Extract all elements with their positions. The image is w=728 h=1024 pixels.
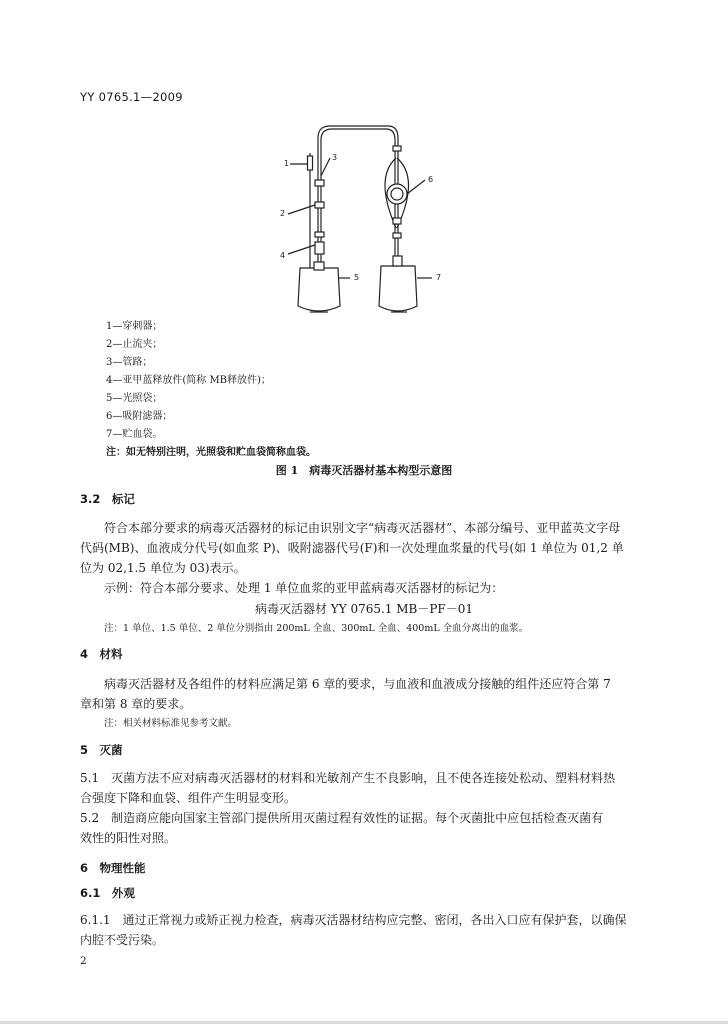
- para-line: 病毒灭活器材及各组件的材料应满足第 6 章的要求，与血液和血液成分接触的组件还应符合第 7: [104, 677, 611, 691]
- device-diagram: [270, 118, 470, 323]
- legend-item: 6—吸附滤器；: [106, 411, 173, 422]
- para-line: 代码(MB)、血液成分代号(如血浆 P)、吸附滤器代号(F)和一次处理血浆量的代号(如 1 单位为 01,2 单: [80, 541, 624, 555]
- page-number: 2: [80, 955, 87, 967]
- figure-caption: 图 1 病毒灭活器材基本构型示意图: [275, 464, 453, 477]
- section-4-paragraph: [80, 674, 645, 714]
- standard-code-header: YY 0765.1—2009: [80, 90, 183, 104]
- para-line: 符合本部分要求的病毒灭活器材的标记由识别文字“病毒灭活器材”、本部分编号、亚甲蓝英文字母: [104, 521, 621, 535]
- figure-legend: [106, 318, 316, 462]
- legend-item: 1—穿刺器；: [106, 321, 163, 332]
- legend-item: 3—管路；: [106, 357, 153, 368]
- label-5: 5: [354, 273, 360, 282]
- section-5-1-paragraph: [80, 768, 645, 848]
- section-5-heading: 5 灭菌: [80, 743, 123, 757]
- marking-example: 病毒灭活器材 YY 0765.1 MB－PF－01: [254, 602, 474, 616]
- example-line: 示例：符合本部分要求、处理 1 单位血浆的亚甲蓝病毒灭活器材的标记为：: [104, 581, 504, 595]
- para-line: 5.1 灭菌方法不应对病毒灭活器材的材料和光敏剂产生不良影响，且不使各连接处松动、塑料材料热: [80, 771, 616, 785]
- figure-note: 注：如无特别注明，光照袋和贮血袋简称血袋。: [106, 447, 316, 458]
- para-line: 内腔不受污染。: [80, 933, 165, 947]
- label-4: 4: [280, 251, 286, 260]
- label-3: 3: [332, 153, 338, 162]
- label-6: 6: [428, 175, 434, 184]
- section-4-note: 注：相关材料标准见参考文献。: [104, 718, 238, 729]
- section-4-heading: 4 材料: [80, 647, 123, 661]
- legend-item: 7—贮血袋。: [106, 429, 163, 440]
- section-3-2-note: 注：1 单位、1.5 单位、2 单位分别指由 200mL 全血、300mL 全血、400mL 全血分离出的血浆。: [104, 623, 529, 634]
- section-3-2-paragraph: [80, 518, 645, 598]
- para-line: 章和第 8 章的要求。: [80, 697, 192, 711]
- legend-item: 4—亚甲蓝释放件(简称 MB释放件)；: [106, 375, 271, 386]
- label-1: 1: [284, 159, 290, 168]
- para-line: 效性的阳性对照。: [80, 831, 177, 845]
- section-3-2-heading: 3.2 标记: [80, 492, 135, 506]
- section-6-1-heading: 6.1 外观: [80, 886, 135, 900]
- legend-item: 5—光照袋；: [106, 393, 163, 404]
- para-line: 合强度下降和血袋、组件产生明显变形。: [80, 791, 297, 805]
- para-line: 6.1.1 通过正常视力或矫正视力检查，病毒灭活器材结构应完整、密闭，各出入口应有保护套，以确保: [80, 913, 627, 927]
- section-6-heading: 6 物理性能: [80, 861, 146, 875]
- label-2: 2: [280, 209, 286, 218]
- para-line: 5.2 制造商应能向国家主管部门提供所用灭菌过程有效性的证据。每个灭菌批中应包括检查灭菌有: [80, 811, 604, 825]
- para-line: 位为 02,1.5 单位为 03)表示。: [80, 561, 246, 575]
- section-6-1-1-paragraph: [80, 910, 645, 950]
- label-7: 7: [436, 273, 442, 282]
- legend-item: 2—止流夹；: [106, 339, 163, 350]
